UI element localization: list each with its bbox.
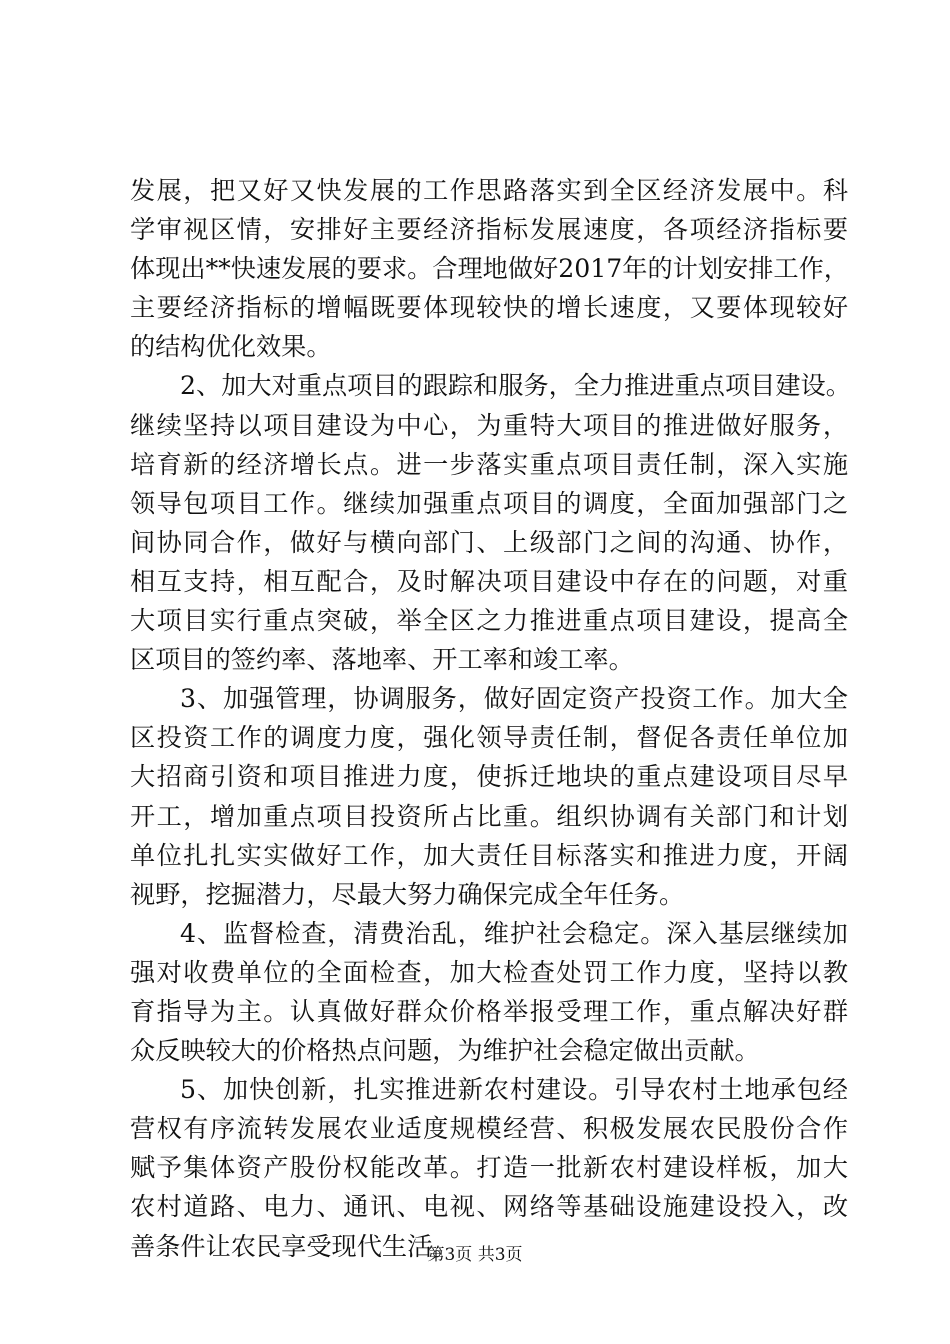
text-line: 强对收费单位的全面检查，加大检查处罚工作力度，坚持以教 — [130, 957, 848, 987]
text-line: 2、加大对重点项目的跟踪和服务，全力推进重点项目建设。 — [180, 371, 851, 401]
text-line: 视野，挖掘潜力，尽最大努力确保完成全年任务。 — [130, 879, 685, 909]
text-line: 区投资工作的调度力度，强化领导责任制，督促各责任单位加 — [130, 723, 848, 753]
text-line: 5、加快创新，扎实推进新农村建设。引导农村土地承包经 — [180, 1075, 848, 1105]
document-body — [130, 171, 851, 1266]
text-line: 单位扎扎实实做好工作，加大责任目标落实和推进力度，开阔 — [130, 840, 848, 870]
page-footer — [0, 1243, 950, 1267]
text-line: 众反映较大的价格热点问题，为维护社会稳定做出贡献。 — [130, 1036, 760, 1066]
text-line: 培育新的经济增长点。进一步落实重点项目责任制，深入实施 — [130, 449, 848, 479]
text-line: 领导包项目工作。继续加强重点项目的调度，全面加强部门之 — [130, 488, 848, 518]
text-line: 育指导为主。认真做好群众价格举报受理工作，重点解决好群 — [130, 996, 848, 1026]
text-line: 体现出**快速发展的要求。合理地做好2017年的计划安排工作， — [130, 254, 849, 284]
page-number-label: 第3页 共3页 — [427, 1245, 523, 1265]
text-line: 大招商引资和项目推进力度，使拆迁地块的重点建设项目尽早 — [130, 762, 848, 792]
text-line: 相互支持，相互配合，及时解决项目建设中存在的问题，对重 — [130, 566, 848, 596]
text-line: 3、加强管理，协调服务，做好固定资产投资工作。加大全 — [180, 684, 848, 714]
text-line: 区项目的签约率、落地率、开工率和竣工率。 — [130, 645, 634, 675]
text-line: 4、监督检查，清费治乱，维护社会稳定。深入基层继续加 — [180, 918, 848, 948]
text-line: 善条件让农民享受现代生活。 — [130, 1231, 458, 1261]
text-line: 赋予集体资产股份权能改革。打造一批新农村建设样板，加大 — [130, 1153, 848, 1183]
text-line: 学审视区情，安排好主要经济指标发展速度，各项经济指标要 — [130, 215, 848, 245]
text-line: 发展，把又好又快发展的工作思路落实到全区经济发展中。科 — [130, 176, 848, 205]
text-line: 开工，增加重点项目投资所占比重。组织协调有关部门和计划 — [130, 801, 848, 831]
text-line: 大项目实行重点突破，举全区之力推进重点项目建设，提高全 — [130, 606, 848, 636]
text-line: 农村道路、电力、通讯、电视、网络等基础设施建设投入，改 — [130, 1192, 848, 1222]
text-line: 继续坚持以项目建设为中心，为重特大项目的推进做好服务， — [130, 410, 848, 440]
text-line: 的结构优化效果。 — [130, 332, 332, 362]
text-line: 间协同合作，做好与横向部门、上级部门之间的沟通、协作， — [130, 527, 848, 557]
text-line: 主要经济指标的增幅既要体现较快的增长速度，又要体现较好 — [130, 293, 848, 323]
text-line: 营权有序流转发展农业适度规模经营、积极发展农民股份合作 — [130, 1114, 848, 1144]
